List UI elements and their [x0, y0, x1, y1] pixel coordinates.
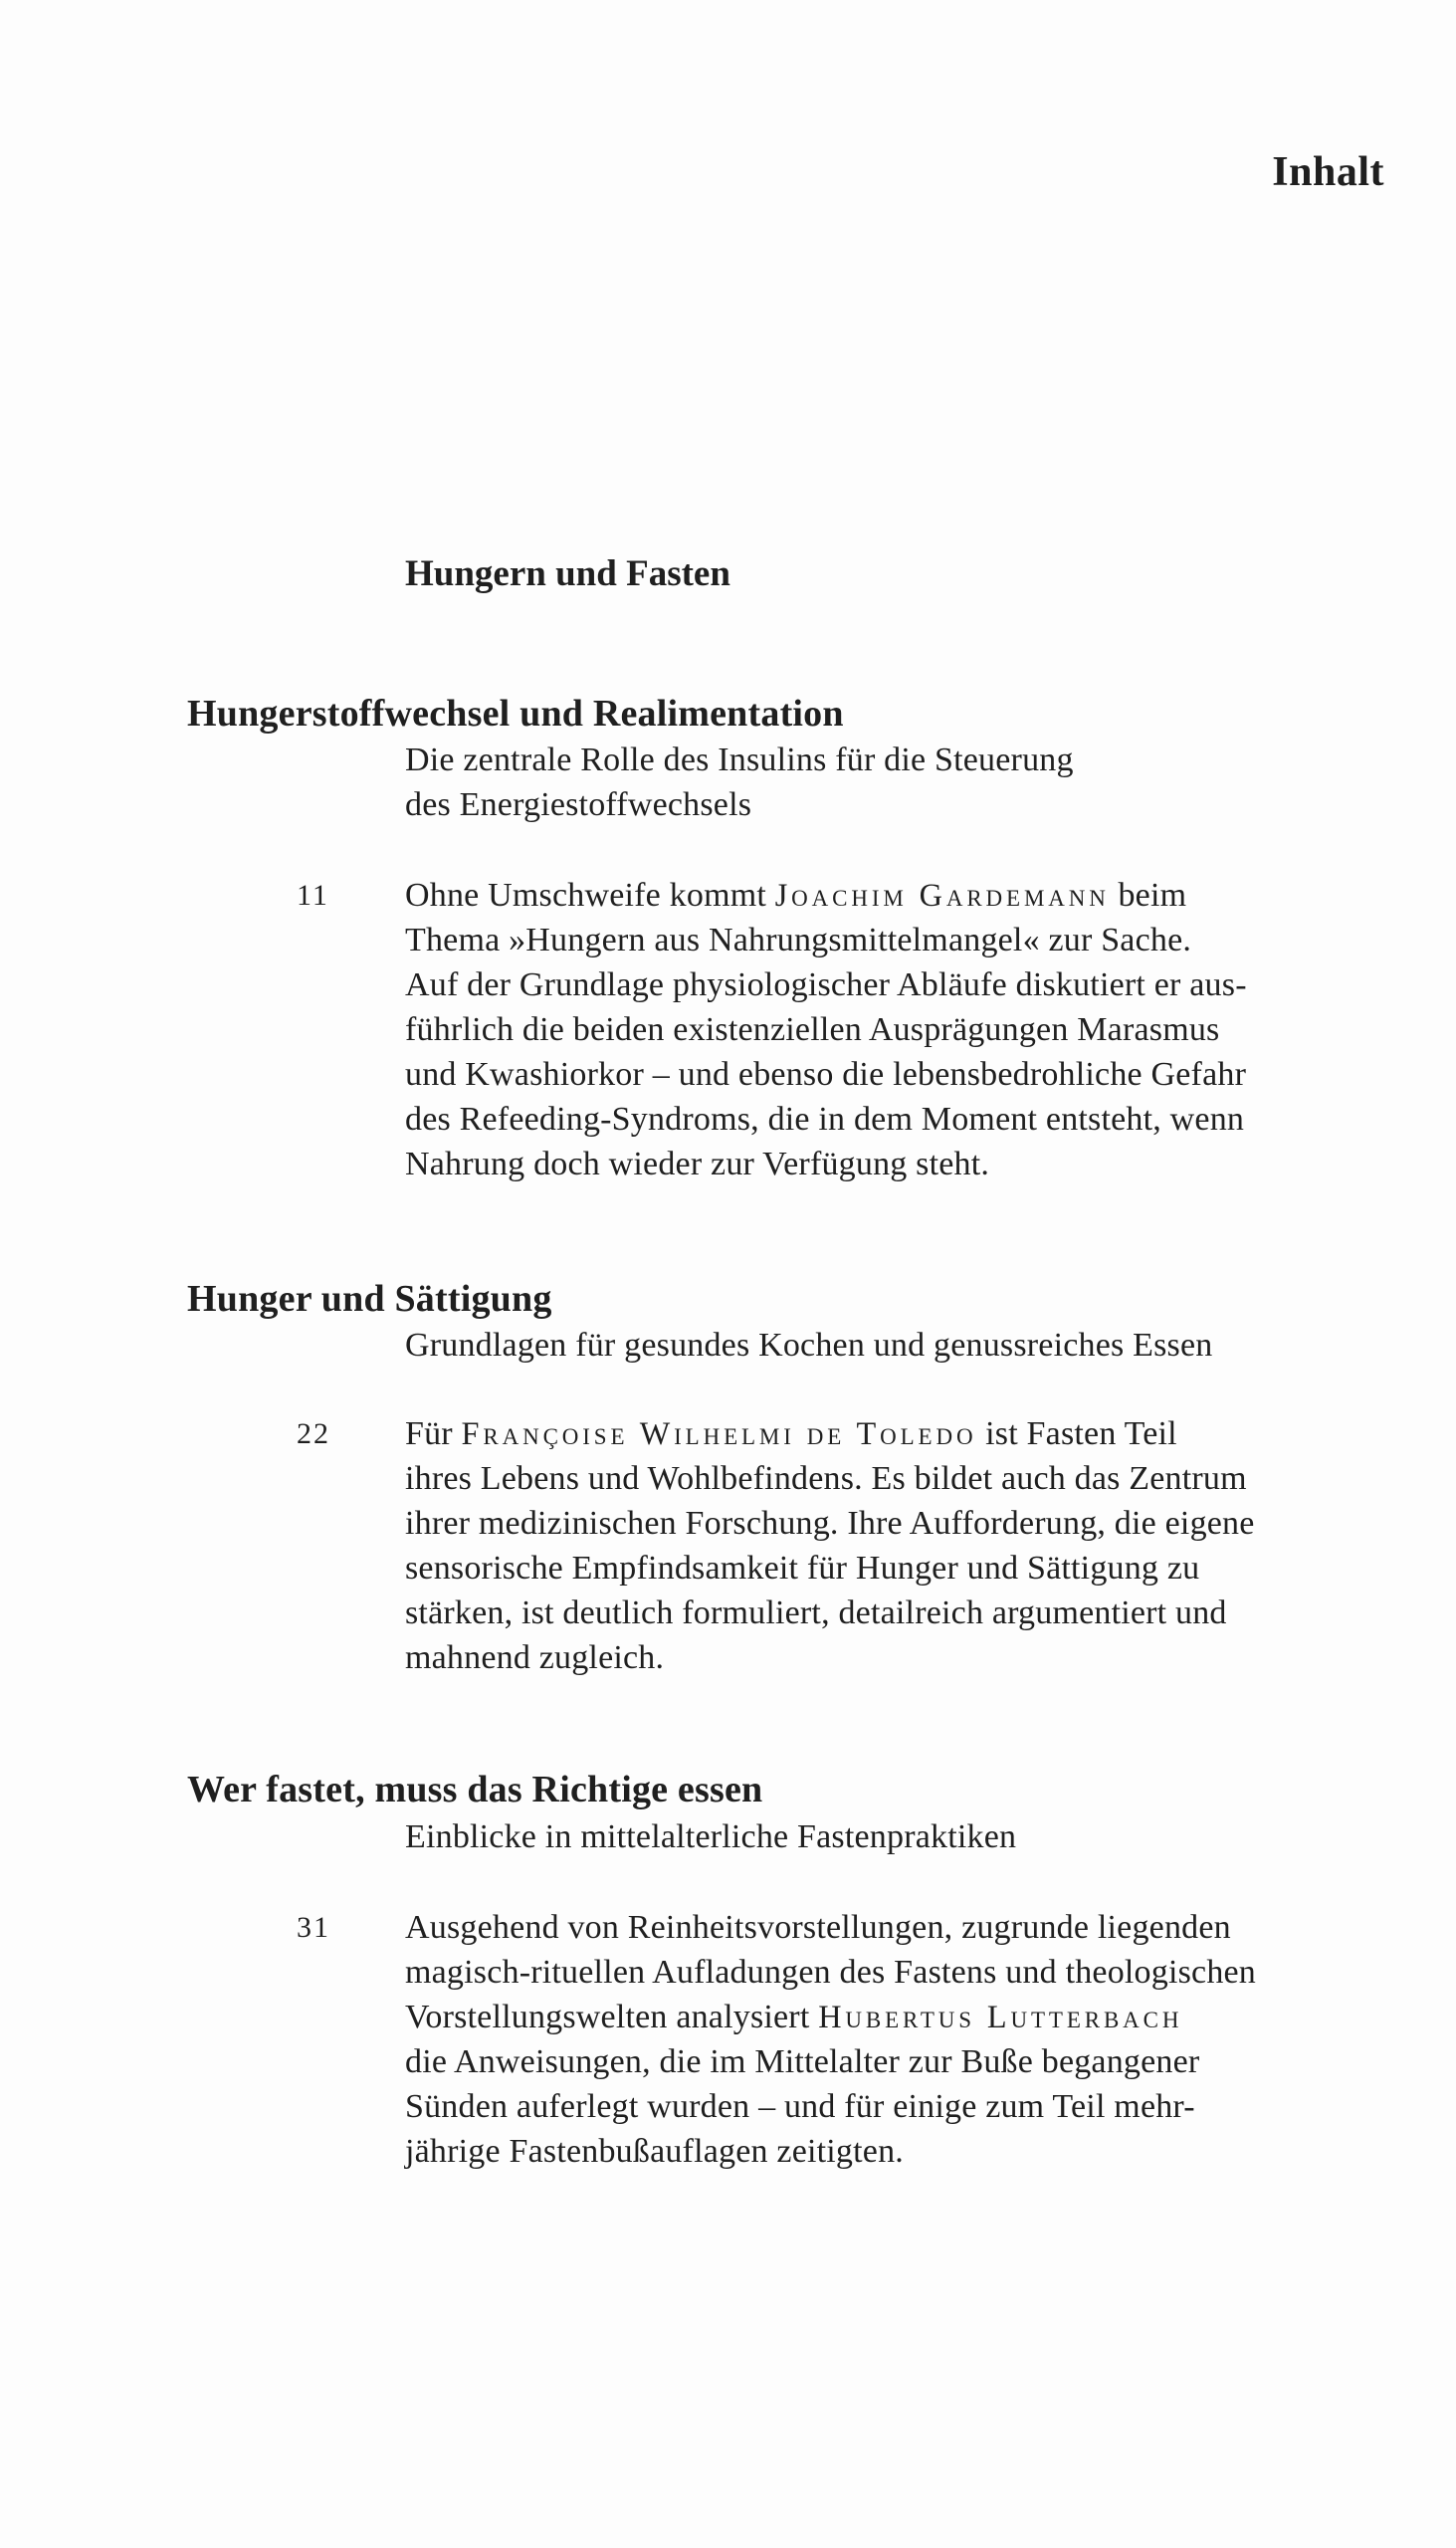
- text-segment: Thema »Hungern aus Nahrungsmittelmangel« zur Sache.: [405, 922, 1192, 958]
- text-segment: sensorische Empfindsamkeit für Hunger und Sättigung zu: [405, 1550, 1200, 1587]
- text-line: [405, 1905, 1256, 1950]
- text-segment: Auf der Grundlage physiologischer Abläufe diskutiert er aus-: [405, 966, 1247, 1003]
- part-title: Hungern und Fasten: [405, 553, 730, 594]
- section-page-number: 22: [297, 1417, 330, 1450]
- text-segment: jährige Fastenbußauflagen zeitigten.: [405, 2133, 904, 2170]
- text-segment: Grundlagen für gesundes Kochen und genussreiches Essen: [405, 1327, 1213, 1364]
- text-line: [405, 1501, 1255, 1546]
- text-segment: magisch-rituellen Aufladungen des Fastens und theologischen: [405, 1954, 1257, 1991]
- text-line: [405, 1097, 1247, 1142]
- section-title: Hunger und Sättigung: [187, 1278, 552, 1320]
- text-line: [405, 962, 1247, 1007]
- text-line: [405, 1411, 1255, 1456]
- section-subtitle: [405, 1814, 1016, 1859]
- text-segment: Ausgehend von Reinheitsvorstellungen, zugrunde liegenden: [405, 1909, 1231, 1946]
- text-line: [405, 2039, 1256, 2084]
- text-segment: und Kwashiorkor – und ebenso die lebensbedrohliche Gefahr: [405, 1056, 1247, 1093]
- text-segment: mahnend zugleich.: [405, 1639, 665, 1676]
- text-segment: stärken, ist deutlich formuliert, detailreich argumentiert und: [405, 1594, 1227, 1631]
- text-line: [405, 1007, 1247, 1052]
- page-header-label: Inhalt: [1272, 149, 1384, 195]
- text-line: [405, 738, 1074, 782]
- text-line: [405, 1635, 1255, 1680]
- author-name-smallcaps: Françoise Wilhelmi de Toledo: [461, 1415, 977, 1451]
- section-summary: [405, 873, 1247, 1186]
- section-title: Wer fastet, muss das Richtige essen: [187, 1769, 763, 1810]
- text-line: [405, 918, 1247, 962]
- author-name-smallcaps: Joachim Gardemann: [774, 877, 1110, 913]
- text-segment: führlich die beiden existenziellen Ausprägungen Marasmus: [405, 1011, 1220, 1048]
- text-segment: ihrer medizinischen Forschung. Ihre Aufforderung, die eigene: [405, 1505, 1255, 1542]
- section-subtitle: [405, 1323, 1212, 1368]
- text-line: [405, 782, 1074, 827]
- text-segment: Ohne Umschweife kommt: [405, 877, 775, 914]
- text-line: [405, 1142, 1247, 1186]
- text-segment: Die zentrale Rolle des Insulins für die Steuerung: [405, 742, 1074, 778]
- text-line: [405, 1591, 1255, 1635]
- author-name-smallcaps: Hubertus Lutterbach: [818, 1999, 1183, 2034]
- text-line: [405, 1052, 1247, 1097]
- text-line: [405, 873, 1247, 918]
- text-line: [405, 2084, 1256, 2129]
- text-segment: beim: [1109, 877, 1187, 914]
- text-line: [405, 2129, 1256, 2174]
- text-segment: Für: [405, 1415, 462, 1452]
- section-page-number: 31: [297, 1911, 330, 1944]
- text-segment: die Anweisungen, die im Mittelalter zur Buße begangener: [405, 2043, 1200, 2080]
- text-segment: Vorstellungswelten analysiert: [405, 1999, 819, 2035]
- text-segment: ist Fasten Teil: [976, 1415, 1177, 1452]
- section-subtitle: [405, 738, 1074, 827]
- text-line: [405, 1323, 1212, 1368]
- section-summary: [405, 1411, 1255, 1680]
- section-page-number: 11: [297, 879, 329, 912]
- text-segment: ihres Lebens und Wohlbefindens. Es bildet auch das Zentrum: [405, 1460, 1247, 1497]
- text-line: [405, 1950, 1256, 1995]
- text-segment: Nahrung doch wieder zur Verfügung steht.: [405, 1146, 990, 1182]
- text-segment: Sünden auferlegt wurden – und für einige zum Teil mehr-: [405, 2088, 1195, 2125]
- text-segment: des Energiestoffwechsels: [405, 786, 752, 823]
- section-title: Hungerstoffwechsel und Realimentation: [187, 693, 844, 735]
- text-segment: des Refeeding-Syndroms, die in dem Moment entsteht, wenn: [405, 1101, 1245, 1138]
- text-segment: Einblicke in mittelalterliche Fastenpraktiken: [405, 1818, 1017, 1855]
- text-line: [405, 1814, 1016, 1859]
- text-line: [405, 1995, 1256, 2039]
- text-line: [405, 1456, 1255, 1501]
- text-line: [405, 1546, 1255, 1591]
- section-summary: [405, 1905, 1256, 2174]
